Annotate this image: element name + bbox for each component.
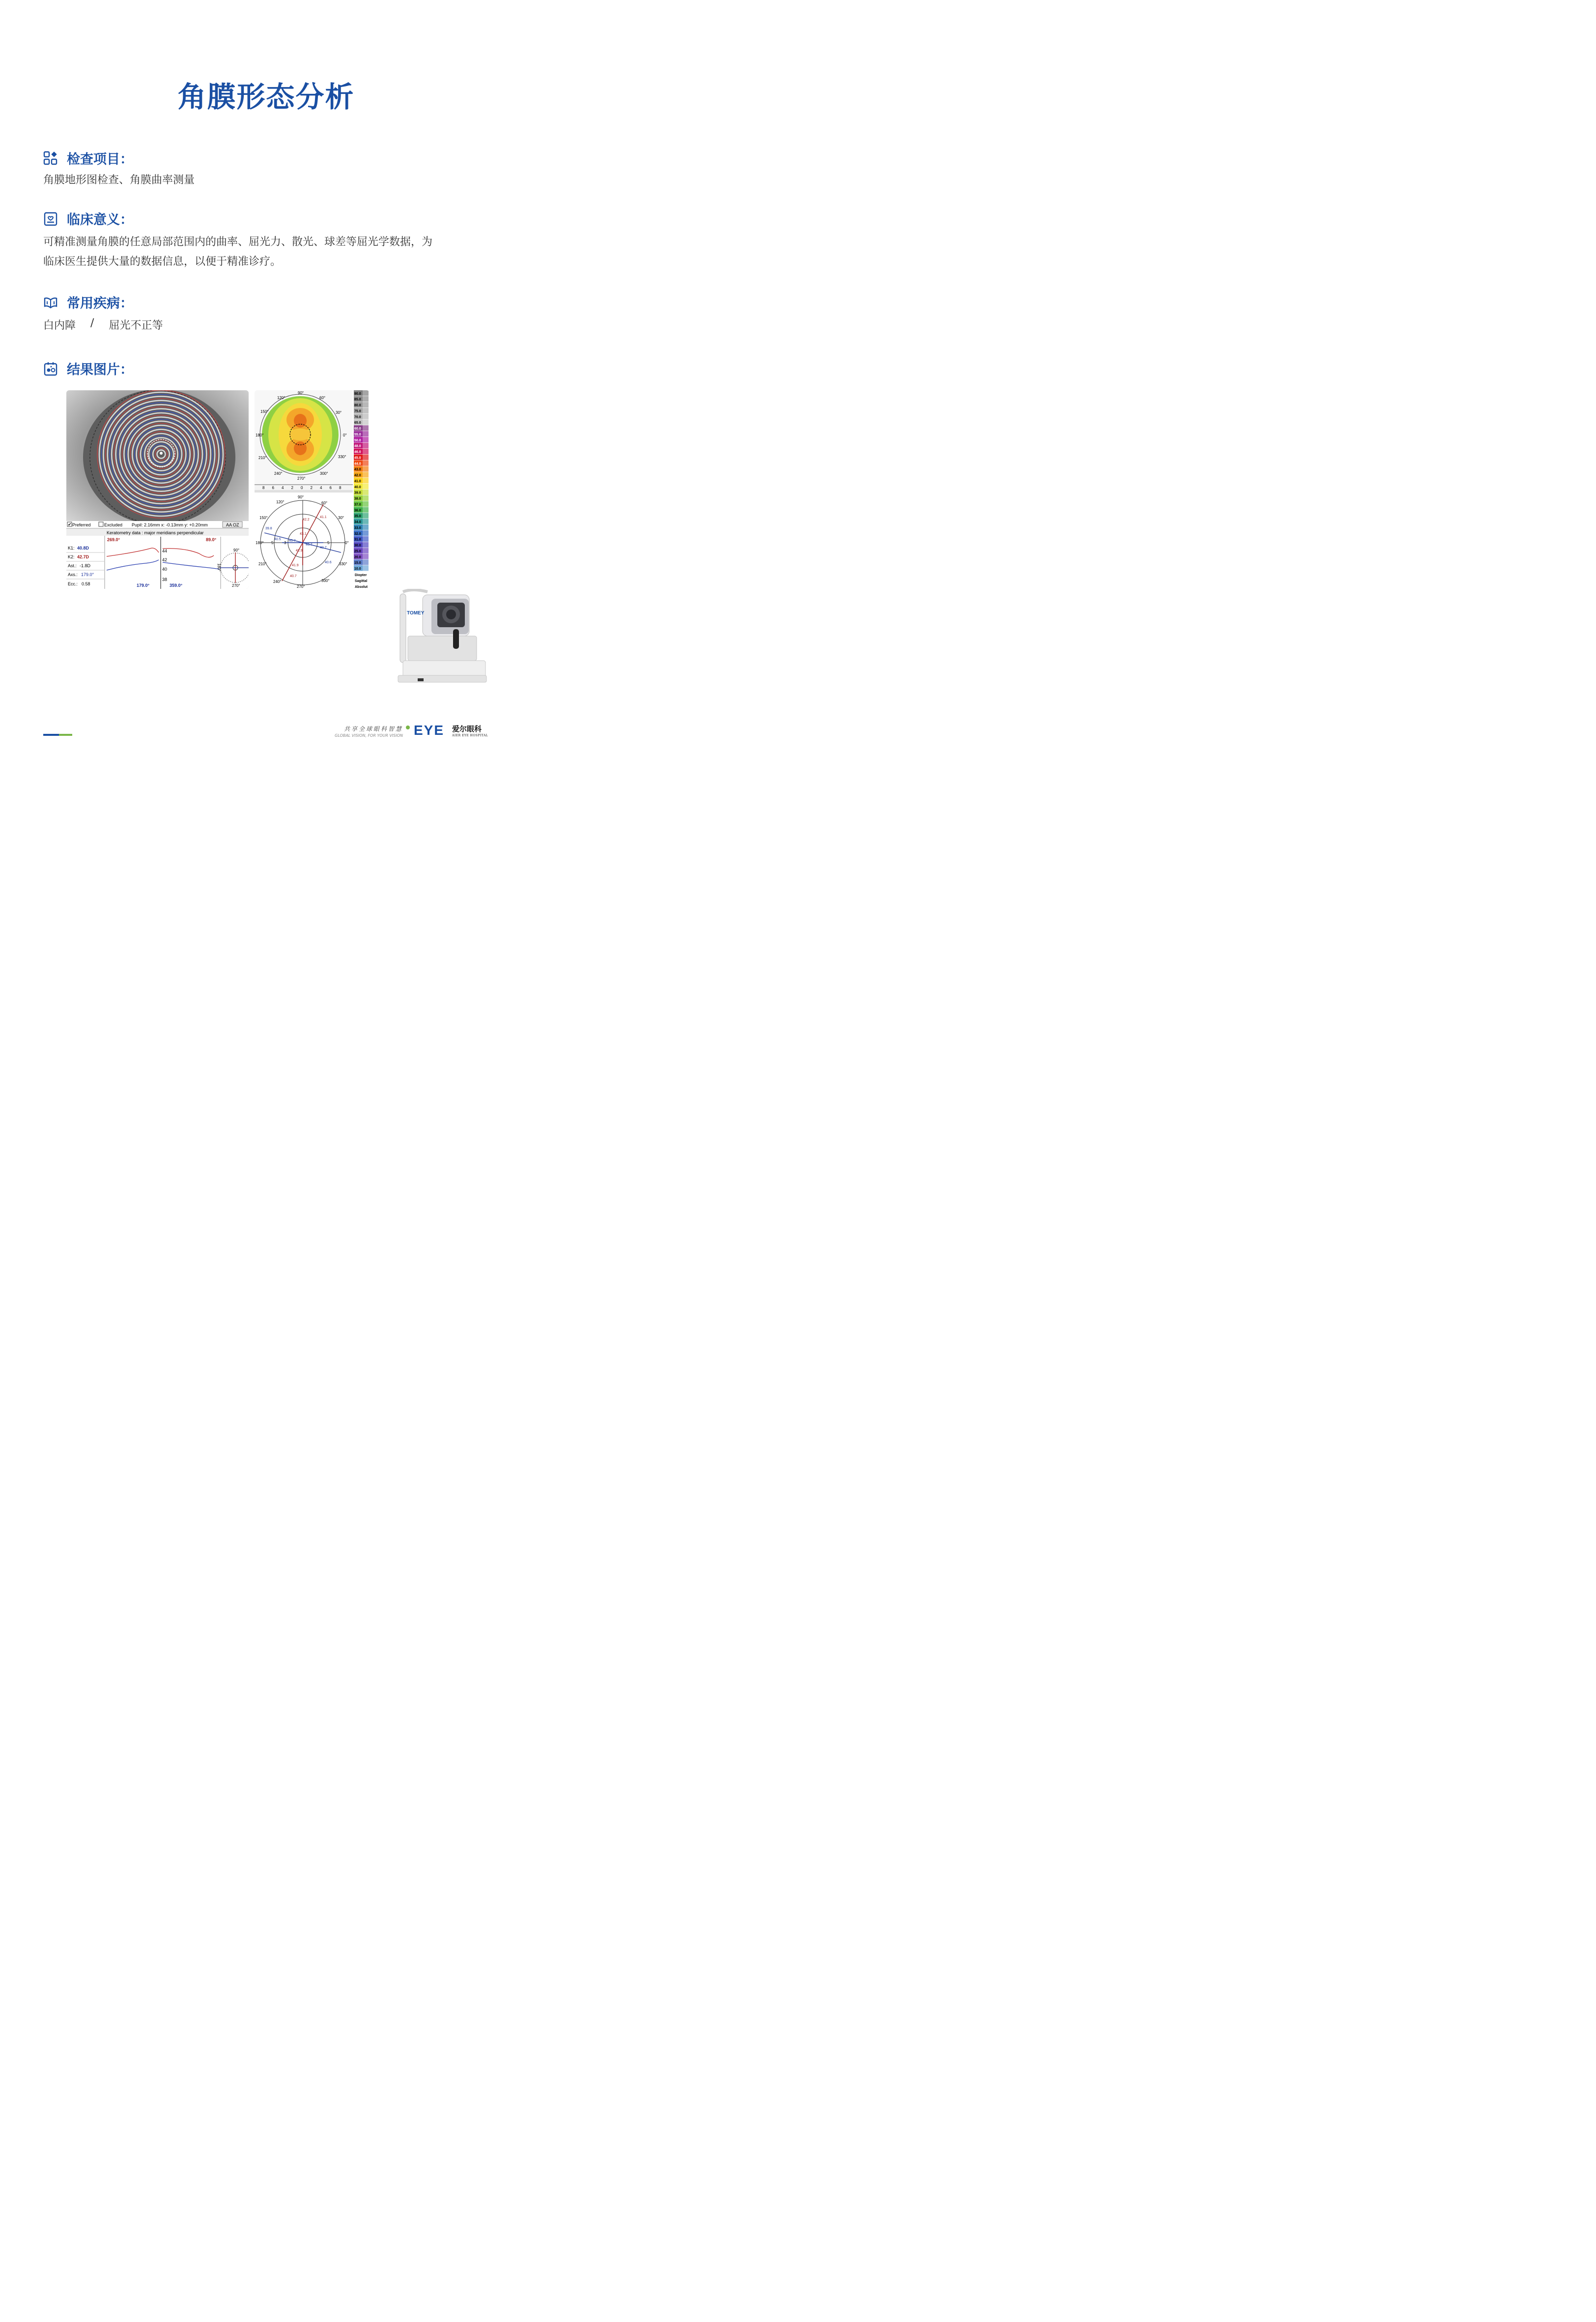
color-scale-label: 43.0 xyxy=(354,468,361,472)
color-swatch-strip xyxy=(363,449,369,454)
svg-text:150°: 150° xyxy=(260,409,269,414)
svg-text:K2:: K2: xyxy=(68,554,75,559)
svg-text:40.5: 40.5 xyxy=(274,538,281,541)
color-swatch-strip xyxy=(363,390,369,396)
ast-value: -1.8D xyxy=(80,563,91,568)
svg-text:150°: 150° xyxy=(259,516,268,520)
footer-bar-green xyxy=(59,734,72,736)
svg-text:300°: 300° xyxy=(320,471,328,476)
color-scale-label: 35.0 xyxy=(354,515,361,519)
svg-text:44: 44 xyxy=(162,549,168,553)
svg-text:269.0°: 269.0° xyxy=(107,537,120,542)
color-swatch-strip xyxy=(363,507,369,512)
color-swatch-strip xyxy=(363,431,369,436)
svg-text:180°: 180° xyxy=(256,433,264,437)
svg-text:40.7: 40.7 xyxy=(306,543,313,547)
scale-tick-label: 8 xyxy=(262,486,265,490)
svg-text:38: 38 xyxy=(162,577,168,582)
svg-text:90°: 90° xyxy=(233,548,240,552)
svg-text:180°: 180° xyxy=(256,541,264,545)
color-swatch-strip xyxy=(363,413,369,419)
section-title: 结果图片： xyxy=(67,362,133,377)
color-swatch-strip xyxy=(363,553,369,559)
svg-text:Ast.:: Ast.: xyxy=(68,563,77,568)
svg-text:30°: 30° xyxy=(336,410,342,415)
color-scale-label: 30.0 xyxy=(354,544,361,548)
svg-text:42: 42 xyxy=(162,557,168,562)
scale-tick-label: 6 xyxy=(272,486,274,490)
color-scale-label: 36.0 xyxy=(354,509,361,513)
k2-value: 42.7D xyxy=(77,554,89,559)
color-scale-label: 60.0 xyxy=(354,427,361,431)
color-scale-label: 39.0 xyxy=(354,491,361,495)
color-swatch-strip xyxy=(363,443,369,448)
placido-image xyxy=(66,390,249,589)
significance-line: 临床医生提供大量的数据信息，以便于精准诊疗。 xyxy=(43,256,282,268)
svg-text:41.9: 41.9 xyxy=(292,564,299,567)
mm-scale xyxy=(262,486,342,490)
svg-text:3: 3 xyxy=(284,541,286,545)
svg-text:89.0°: 89.0° xyxy=(206,537,217,542)
eye-logo: EYE xyxy=(414,723,445,738)
color-swatch-strip xyxy=(363,425,369,431)
placido-panel xyxy=(66,390,249,589)
svg-text:✔: ✔ xyxy=(68,522,72,527)
svg-text:120°: 120° xyxy=(277,396,285,400)
svg-text:300°: 300° xyxy=(321,579,330,583)
footer-slogan-cn: 共享全球眼科智慧 xyxy=(343,726,403,732)
svg-text:41.1: 41.1 xyxy=(320,516,327,519)
svg-text:40.7: 40.7 xyxy=(320,546,327,550)
svg-text:60°: 60° xyxy=(319,396,326,400)
svg-text:30°: 30° xyxy=(338,516,344,520)
color-scale-label: 20.0 xyxy=(354,555,361,559)
color-scale-label: 75.0 xyxy=(354,409,361,413)
scale-tick-label: 4 xyxy=(320,486,322,490)
color-scale xyxy=(354,390,369,571)
color-scale-label: 32.0 xyxy=(354,532,361,536)
color-scale-label: 45.0 xyxy=(354,456,361,460)
svg-text:43.1: 43.1 xyxy=(300,532,307,536)
color-scale-label: 50.0 xyxy=(354,438,361,442)
color-swatch-strip xyxy=(363,437,369,442)
topography-panel xyxy=(255,390,370,589)
color-scale-label: 44.0 xyxy=(354,462,361,466)
color-swatch-strip xyxy=(363,484,369,489)
svg-text:39.8: 39.8 xyxy=(265,527,272,530)
excluded-checkbox[interactable] xyxy=(99,522,103,526)
color-swatch-strip xyxy=(363,396,369,402)
color-swatch-strip xyxy=(363,536,369,542)
disease-item: 白内障 xyxy=(43,319,76,332)
color-scale-label: 85.0 xyxy=(354,398,361,402)
color-swatch-strip xyxy=(363,501,369,507)
svg-text:60°: 60° xyxy=(321,501,328,505)
svg-text:40: 40 xyxy=(162,567,168,572)
clipboard-heart-icon xyxy=(43,211,58,226)
footer-slogan-en: GLOBAL VISION, FOR YOUR VISION xyxy=(335,733,403,738)
scale-tick-label: 6 xyxy=(329,486,332,490)
color-scale-label: 38.0 xyxy=(354,497,361,501)
topography-maps xyxy=(255,390,370,589)
svg-text:AA OZ: AA OZ xyxy=(226,522,239,527)
color-scale-label: 33.0 xyxy=(354,526,361,530)
scale-tick-label: 2 xyxy=(310,486,313,490)
section-title: 检查项目： xyxy=(67,152,133,167)
color-swatch-strip xyxy=(363,530,369,536)
color-scale-label: 31.0 xyxy=(354,538,361,542)
disease-list xyxy=(43,317,177,332)
svg-text:Absolut: Absolut xyxy=(355,585,368,589)
topographer-device-image xyxy=(393,589,489,693)
svg-text:Sagittal: Sagittal xyxy=(355,580,368,583)
svg-text:5: 5 xyxy=(327,541,330,545)
svg-text:0°: 0° xyxy=(343,433,347,437)
color-scale-label: 48.0 xyxy=(354,444,361,448)
grid-icon xyxy=(43,151,58,166)
disease-item: 屈光不正等 xyxy=(109,319,163,332)
svg-text:40.6: 40.6 xyxy=(325,561,332,564)
color-scale-label: 25.0 xyxy=(354,550,361,553)
svg-text:270°: 270° xyxy=(297,584,305,589)
color-scale-label: 34.0 xyxy=(354,521,361,524)
significance-line: 可精准测量角膜的任意局部范围内的曲率、屈光力、散光、球差等屈光学数据，为 xyxy=(43,236,433,248)
kerato-title: Keratometry data : major meridians perpendicular xyxy=(107,530,204,535)
significance-text xyxy=(43,232,432,272)
svg-text:Ecc.:: Ecc.: xyxy=(68,581,78,586)
disease-separator: / xyxy=(90,317,94,329)
svg-text:330°: 330° xyxy=(338,455,346,459)
section-heading-significance xyxy=(43,209,133,228)
color-swatch-strip xyxy=(363,519,369,524)
color-swatch-strip xyxy=(363,513,369,518)
svg-text:270°: 270° xyxy=(297,476,306,481)
page-title: 角膜形态分析 xyxy=(177,80,355,114)
svg-text:42.9: 42.9 xyxy=(296,549,303,552)
color-swatch-strip xyxy=(363,466,369,471)
hospital-name-en: AIER EYE HOSPITAL xyxy=(452,734,488,737)
scale-tick-label: 4 xyxy=(282,486,284,490)
color-swatch-strip xyxy=(363,460,369,465)
svg-text:90°: 90° xyxy=(298,391,304,395)
section-title: 常用疾病： xyxy=(67,296,133,311)
color-swatch-strip xyxy=(363,565,369,571)
color-swatch-strip xyxy=(363,524,369,530)
svg-text:240°: 240° xyxy=(274,471,283,476)
color-scale-label: 40.0 xyxy=(354,485,361,489)
color-swatch-strip xyxy=(363,402,369,407)
color-swatch-strip xyxy=(363,419,369,425)
scale-tick-label: 2 xyxy=(291,486,293,490)
color-scale-label: 80.0 xyxy=(354,404,361,407)
color-swatch-strip xyxy=(363,495,369,501)
hospital-name-cn: 爱尔眼科 xyxy=(452,725,482,733)
device-brand: TOMEY xyxy=(407,610,425,616)
pupil-readout: Pupil: 2.16mm x: -0.13mm y: +0.20mm xyxy=(132,522,208,527)
section-heading-items xyxy=(43,148,133,168)
svg-text:Diopter: Diopter xyxy=(355,574,367,577)
color-scale-label: 42.0 xyxy=(354,474,361,478)
color-scale-label: 41.0 xyxy=(354,479,361,483)
k1-value: 40.8D xyxy=(77,546,89,551)
svg-text:179.0°: 179.0° xyxy=(137,583,150,588)
book-icon xyxy=(43,295,58,310)
color-swatch-strip xyxy=(363,408,369,413)
axs-value: 179.0° xyxy=(81,572,94,577)
scale-tick-label: 0 xyxy=(301,486,303,490)
svg-text:180°: 180° xyxy=(217,563,221,572)
color-swatch-strip xyxy=(363,478,369,483)
svg-text:270°: 270° xyxy=(232,583,240,588)
preferred-label: Preferred xyxy=(72,522,91,527)
svg-text:5: 5 xyxy=(271,541,274,545)
svg-text:Axs.:: Axs.: xyxy=(68,572,78,577)
excluded-label: Excluded xyxy=(104,522,123,527)
svg-text:0°: 0° xyxy=(345,541,349,545)
svg-text:K1:: K1: xyxy=(68,546,75,551)
svg-text:40.7: 40.7 xyxy=(290,575,297,578)
footer-bar-blue xyxy=(43,734,59,736)
color-scale-label: 37.0 xyxy=(354,503,361,507)
items-text: 角膜地形图检查、角膜曲率测量 xyxy=(43,174,195,186)
svg-text:90°: 90° xyxy=(298,495,304,499)
color-scale-label: 55.0 xyxy=(354,433,361,436)
svg-text:120°: 120° xyxy=(276,500,285,504)
scale-tick-label: 8 xyxy=(339,486,342,490)
color-swatch-strip xyxy=(363,455,369,460)
svg-text:210°: 210° xyxy=(258,456,267,460)
color-swatch-strip xyxy=(363,490,369,495)
ecc-value: 0.58 xyxy=(82,581,90,586)
color-scale-label: 70.0 xyxy=(354,415,361,419)
svg-text:359.0°: 359.0° xyxy=(170,583,183,588)
camera-clipboard-icon xyxy=(43,361,58,376)
section-heading-results xyxy=(43,359,133,378)
section-heading-diseases xyxy=(43,292,133,312)
color-scale-label: 90.0 xyxy=(354,392,361,396)
svg-text:330°: 330° xyxy=(339,562,347,566)
color-swatch-strip xyxy=(363,472,369,477)
color-swatch-strip xyxy=(363,542,369,548)
svg-text:42.2: 42.2 xyxy=(303,518,310,522)
color-scale-label: 65.0 xyxy=(354,421,361,425)
color-swatch-strip xyxy=(363,559,369,565)
svg-text:210°: 210° xyxy=(258,562,267,566)
svg-text:40.7: 40.7 xyxy=(289,539,296,543)
color-scale-label: 46.0 xyxy=(354,450,361,454)
color-scale-label: 15.0 xyxy=(354,561,361,565)
color-swatch-strip xyxy=(363,548,369,553)
section-title: 临床意义： xyxy=(67,212,133,228)
svg-text:240°: 240° xyxy=(273,580,282,584)
color-scale-label: 10.0 xyxy=(354,567,361,571)
footer-dot xyxy=(406,726,410,729)
